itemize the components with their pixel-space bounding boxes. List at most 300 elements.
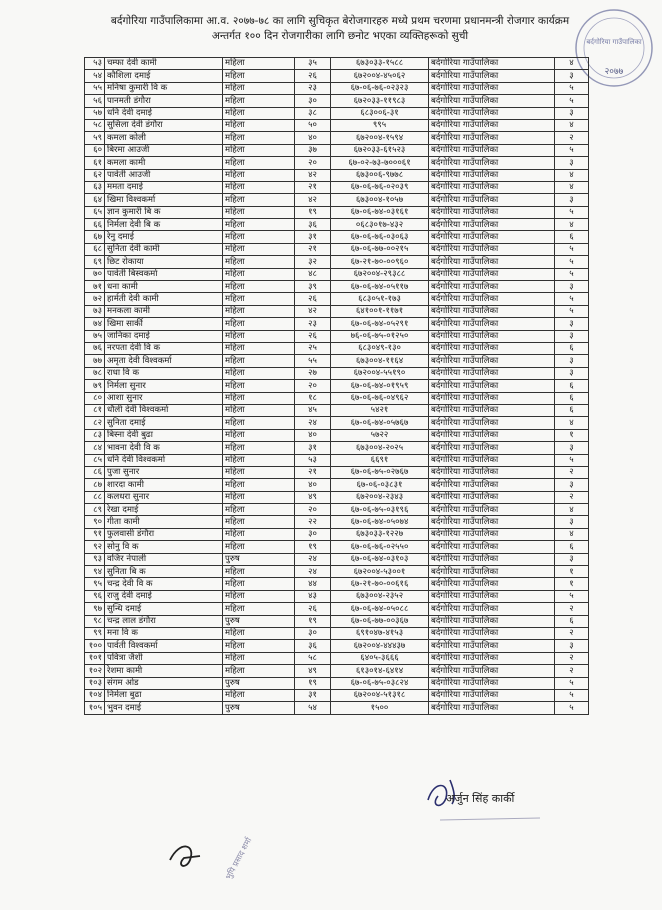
cell-address: बर्दगोरिया गाउँपालिका [429,615,555,627]
cell-id: ६९१०४७-४१५३ [331,627,429,639]
cell-name: सुनिता बि क [105,566,223,578]
cell-sn: ६८ [85,243,105,255]
cell-gender: महिला [223,119,295,131]
cell-address: बर्दगोरिया गाउँपालिका [429,181,555,193]
cell-age: २७ [295,367,331,379]
cell-id: ६७-०६-७४-०३१६१ [331,206,429,218]
cell-gender: महिला [223,541,295,553]
table-row [85,603,589,615]
cell-name: सुन्धि दमाई [105,603,223,615]
cell-age: ३१ [295,689,331,701]
cell-sn: ९६ [85,590,105,602]
cell-address: बर्दगोरिया गाउँपालिका [429,504,555,516]
cell-sn: ६९ [85,256,105,268]
cell-ward: ५ [555,268,589,280]
cell-gender: महिला [223,491,295,503]
cell-address: बर्दगोरिया गाउँपालिका [429,665,555,677]
cell-id: ०६८३०१७-४३२ [331,219,429,231]
cell-sn: ९७ [85,603,105,615]
cell-ward: ५ [555,206,589,218]
cell-id: ६७-०६-७४-०५०८८ [331,603,429,615]
cell-gender: महिला [223,293,295,305]
cell-id: ६७२००४-५५१९० [331,367,429,379]
cell-address: बर्दगोरिया गाउँपालिका [429,206,555,218]
cell-sn: ६४ [85,194,105,206]
cell-id: ६७-०६-७४-०१९५९ [331,380,429,392]
cell-address: बर्दगोरिया गाउँपालिका [429,590,555,602]
cell-gender: महिला [223,640,295,652]
cell-gender: पुरुष [223,615,295,627]
cell-address: बर्दगोरिया गाउँपालिका [429,677,555,689]
cell-age: ३० [295,95,331,107]
cell-id: ६७३०३३-१२२७ [331,528,429,540]
cell-gender: महिला [223,578,295,590]
cell-age: ५४ [295,702,331,714]
cell-gender: महिला [223,590,295,602]
cell-age: २६ [295,293,331,305]
cell-age: १९ [295,615,331,627]
cell-id: ६७-०६-७५-०२७६७ [331,466,429,478]
cell-address: बर्दगोरिया गाउँपालिका [429,454,555,466]
cell-ward: २ [555,652,589,664]
cell-name: चन्द्र लाल डंगौरा [105,615,223,627]
cell-id: ६८३००६-३१ [331,107,429,119]
cell-name: मनिषा कुमारी वि क [105,82,223,94]
cell-id: ६७३००४-११६४ [331,355,429,367]
cell-address: बर्दगोरिया गाउँपालिका [429,578,555,590]
cell-ward: २ [555,603,589,615]
cell-sn: ९४ [85,566,105,578]
cell-ward: ४ [555,417,589,429]
cell-ward: ३ [555,479,589,491]
cell-sn: ७० [85,268,105,280]
cell-age: २४ [295,553,331,565]
cell-id: ६७३००४-२३५२ [331,590,429,602]
cell-ward: २ [555,665,589,677]
table-row [85,219,589,231]
cell-id: ६७२०३३-११९८३ [331,95,429,107]
cell-name: पुजा सुनार [105,466,223,478]
cell-age: २६ [295,330,331,342]
cell-sn: ६६ [85,219,105,231]
cell-name: चम्फा देवी कामी [105,58,223,70]
cell-sn: ५४ [85,70,105,82]
cell-age: ३० [295,627,331,639]
cell-gender: महिला [223,281,295,293]
cell-ward: ६ [555,342,589,354]
cell-gender: महिला [223,479,295,491]
cell-sn: ७४ [85,318,105,330]
cell-ward: ४ [555,504,589,516]
cell-address: बर्दगोरिया गाउँपालिका [429,553,555,565]
cell-age: ३५ [295,58,331,70]
cell-sn: ७८ [85,367,105,379]
cell-name: कौशिला दमाई [105,70,223,82]
cell-gender: महिला [223,82,295,94]
cell-ward: ३ [555,318,589,330]
cell-sn: ७९ [85,380,105,392]
cell-ward: ३ [555,194,589,206]
cell-sn: ८४ [85,442,105,454]
cell-age: २० [295,504,331,516]
cell-id: ६७२००४-१५९४ [331,132,429,144]
cell-age: २० [295,380,331,392]
cell-ward: ३ [555,553,589,565]
cell-gender: महिला [223,206,295,218]
table-row [85,342,589,354]
cell-gender: महिला [223,566,295,578]
cell-sn: ९९ [85,627,105,639]
cell-name: सुनिता देवी कामी [105,243,223,255]
cell-name: खिमा विश्वकर्मा [105,194,223,206]
cell-sn: १०५ [85,702,105,714]
cell-id: ६७-०६-७६-०४९६२ [331,392,429,404]
cell-id: ६८३०५१-१७३ [331,293,429,305]
cell-age: ३६ [295,640,331,652]
cell-id: ६७-२१-७०-००९६० [331,256,429,268]
cell-ward: ३ [555,516,589,528]
table-row [85,181,589,193]
cell-address: बर्दगोरिया गाउँपालिका [429,479,555,491]
signatory-name: अर्जुन सिंह कार्की [446,792,515,805]
cell-id: ५४२१ [331,404,429,416]
cell-name: पार्वती आउजी [105,169,223,181]
cell-id: ६७२००४-२९३८८ [331,268,429,280]
cell-address: बर्दगोरिया गाउँपालिका [429,119,555,131]
header-title-line-1: बर्दगोरिया गाउँपालिकामा आ.व. २०७७-७८ का लागि सुचिकृत बेरोजगारहरु मध्ये प्रथम चरणमा प्रधानमन्त्री रोजगार कार्यक्रम [110,15,570,27]
cell-sn: ८३ [85,429,105,441]
cell-address: बर्दगोरिया गाउँपालिका [429,243,555,255]
table-row [85,281,589,293]
cell-age: २१ [295,181,331,193]
cell-address: बर्दगोरिया गाउँपालिका [429,144,555,156]
cell-age: २१ [295,466,331,478]
cell-address: बर्दगोरिया गाउँपालिका [429,318,555,330]
cell-name: वजिर नेपाली [105,553,223,565]
cell-name: भुवन दमाई [105,702,223,714]
cell-name: निर्मला बुढा [105,689,223,701]
cell-sn: ५८ [85,119,105,131]
cell-age: ३६ [295,219,331,231]
cell-id: ६८३०४९-१३० [331,342,429,354]
cell-id: ६७-०२-७३-७०००६१ [331,157,429,169]
cell-address: बर्दगोरिया गाउँपालिका [429,58,555,70]
header-title-line-2: अन्तर्गत १०० दिन रोजगारीका लागि छनोट भएका व्यक्तिहरूको सुची [211,30,469,42]
table-row [85,380,589,392]
cell-gender: महिला [223,417,295,429]
cell-id: ६७-०६-७६-०३०६३ [331,231,429,243]
cell-address: बर्दगोरिया गाउँपालिका [429,627,555,639]
cell-address: बर्दगोरिया गाउँपालिका [429,491,555,503]
table-row [85,157,589,169]
cell-address: बर्दगोरिया गाउँपालिका [429,342,555,354]
cell-name: अमृता देवी विश्वकर्मा [105,355,223,367]
cell-address: बर्दगोरिया गाउँपालिका [429,231,555,243]
cell-sn: ५६ [85,95,105,107]
table-row [85,243,589,255]
cell-age: ४४ [295,578,331,590]
cell-id: ६७३०३३-१५८८ [331,58,429,70]
cell-sn: ९८ [85,615,105,627]
cell-name: मनकला कामी [105,305,223,317]
cell-address: बर्दगोरिया गाउँपालिका [429,404,555,416]
cell-sn: ६० [85,144,105,156]
cell-address: बर्दगोरिया गाउँपालिका [429,194,555,206]
cell-gender: महिला [223,132,295,144]
cell-id: ६७२००४-५१३१८ [331,689,429,701]
cell-address: बर्दगोरिया गाउँपालिका [429,566,555,578]
cell-sn: ६३ [85,181,105,193]
cell-name: नरपता देवी वि क [105,342,223,354]
cell-age: २४ [295,566,331,578]
cell-age: २३ [295,318,331,330]
cell-name: सुनिता दमाई [105,417,223,429]
table-row [85,355,589,367]
cell-address: बर्दगोरिया गाउँपालिका [429,528,555,540]
cell-id: ६६९१ [331,454,429,466]
cell-sn: ५३ [85,58,105,70]
cell-sn: ६५ [85,206,105,218]
cell-sn: ८९ [85,504,105,516]
cell-gender: पुरुष [223,553,295,565]
cell-gender: महिला [223,330,295,342]
cell-id: ६७-०६-७४-०५२९१ [331,318,429,330]
cell-name: जानिका दमाई [105,330,223,342]
cell-id: ६७-०६-७४-०५०७४ [331,516,429,528]
cell-age: २० [295,157,331,169]
cell-address: बर्दगोरिया गाउँपालिका [429,541,555,553]
table-row [85,702,589,714]
cell-age: ५८ [295,652,331,664]
cell-name: छिट रोकाया [105,256,223,268]
cell-age: २६ [295,603,331,615]
table-row [85,652,589,664]
cell-name: मना वि क [105,627,223,639]
cell-gender: महिला [223,504,295,516]
cell-ward: ४ [555,58,589,70]
table-row [85,58,589,70]
cell-sn: ८६ [85,466,105,478]
cell-gender: महिला [223,144,295,156]
cell-ward: ३ [555,107,589,119]
cell-id: ६७-०६-७७-००३६७ [331,615,429,627]
cell-name: रेशमा कामी [105,665,223,677]
cell-name: आशा सुनार [105,392,223,404]
cell-gender: महिला [223,442,295,454]
cell-address: बर्दगोरिया गाउँपालिका [429,380,555,392]
table-row [85,677,589,689]
cell-ward: ५ [555,293,589,305]
cell-age: ४८ [295,268,331,280]
cell-sn: ९२ [85,541,105,553]
cell-sn: ९३ [85,553,105,565]
cell-address: बर्दगोरिया गाउँपालिका [429,95,555,107]
cell-gender: महिला [223,231,295,243]
table-row [85,479,589,491]
cell-address: बर्दगोरिया गाउँपालिका [429,82,555,94]
cell-age: २१ [295,243,331,255]
cell-ward: ६ [555,380,589,392]
cell-id: ६७३००६-९७७८ [331,169,429,181]
cell-name: गीता कामी [105,516,223,528]
cell-gender: महिला [223,318,295,330]
cell-ward: ३ [555,157,589,169]
table-row [85,268,589,280]
cell-sn: ७५ [85,330,105,342]
cell-ward: १ [555,566,589,578]
cell-gender: महिला [223,603,295,615]
cell-sn: ६१ [85,157,105,169]
cell-sn: ५५ [85,82,105,94]
cell-address: बर्दगोरिया गाउँपालिका [429,367,555,379]
cell-name: रेखा दमाई [105,504,223,516]
cell-gender: महिला [223,665,295,677]
cell-gender: महिला [223,454,295,466]
cell-id: ६७-०६-७४-०३१०३ [331,553,429,565]
cell-age: ३२ [295,256,331,268]
table-row [85,169,589,181]
cell-address: बर्दगोरिया गाउँपालिका [429,169,555,181]
cell-gender: महिला [223,528,295,540]
cell-ward: ३ [555,355,589,367]
cell-ward: ५ [555,82,589,94]
cell-ward: ३ [555,70,589,82]
cell-name: कमला कामी [105,157,223,169]
cell-gender: महिला [223,95,295,107]
cell-ward: ५ [555,256,589,268]
cell-ward: ५ [555,95,589,107]
cell-sn: १०१ [85,652,105,664]
cell-gender: महिला [223,429,295,441]
cell-address: बर्दगोरिया गाउँपालिका [429,603,555,615]
table-row [85,392,589,404]
cell-id: ६७-०६-७४-०५७६७ [331,417,429,429]
cell-ward: ३ [555,442,589,454]
cell-gender: महिला [223,380,295,392]
cell-ward: ४ [555,528,589,540]
cell-age: ५५ [295,355,331,367]
cell-id: ६७-०६-७४-०५११७ [331,281,429,293]
cell-age: ४० [295,132,331,144]
cell-age: १९ [295,677,331,689]
cell-gender: महिला [223,392,295,404]
table-row [85,590,589,602]
table-row [85,417,589,429]
cell-name: निर्मला सुनार [105,380,223,392]
cell-address: बर्दगोरिया गाउँपालिका [429,132,555,144]
table-row [85,665,589,677]
cell-address: बर्दगोरिया गाउँपालिका [429,268,555,280]
cell-name: खिमा सार्की [105,318,223,330]
cell-ward: ५ [555,243,589,255]
cell-ward: ४ [555,169,589,181]
beneficiary-table [84,57,589,715]
cell-sn: ७२ [85,293,105,305]
seal-year: २०७७ [604,67,624,77]
table-row [85,442,589,454]
cell-ward: ५ [555,305,589,317]
cell-age: ४२ [295,169,331,181]
cell-id: ६७२००४-४५०६२ [331,70,429,82]
cell-id: ६७२००४-५३००१ [331,566,429,578]
cell-ward: ६ [555,615,589,627]
table-row [85,95,589,107]
cell-name: संगम ओड [105,677,223,689]
cell-gender: पुरुष [223,677,295,689]
cell-name: रेनु दमाई [105,231,223,243]
table-row [85,119,589,131]
cell-ward: ३ [555,281,589,293]
cell-address: बर्दगोरिया गाउँपालिका [429,702,555,714]
cell-age: ४९ [295,491,331,503]
cell-ward: ५ [555,144,589,156]
cell-ward: ४ [555,219,589,231]
cell-address: बर्दगोरिया गाउँपालिका [429,392,555,404]
table-row [85,144,589,156]
cell-name: निर्मला देवी बि क [105,219,223,231]
cell-ward: ४ [555,119,589,131]
cell-gender: महिला [223,268,295,280]
cell-address: बर्दगोरिया गाउँपालिका [429,157,555,169]
cell-name: पवित्रा जैशी [105,652,223,664]
table-row [85,318,589,330]
cell-name: बिस्ना देवी बुढा [105,429,223,441]
cell-id: ९९५ [331,119,429,131]
cell-age: ४२ [295,194,331,206]
cell-ward: ५ [555,590,589,602]
cell-age: २६ [295,70,331,82]
table-row [85,504,589,516]
cell-sn: ९५ [85,578,105,590]
cell-gender: महिला [223,157,295,169]
cell-sn: १०४ [85,689,105,701]
table-row [85,231,589,243]
table-row [85,615,589,627]
cell-ward: ३ [555,640,589,652]
cell-sn: १०३ [85,677,105,689]
cell-name: पानमती डंगौरा [105,95,223,107]
cell-age: ४० [295,479,331,491]
cell-name: धनि देवी दमाई [105,107,223,119]
cell-id: ६७-२१-७०-००६१६ [331,578,429,590]
cell-gender: महिला [223,256,295,268]
cell-name: राजु देवी दमाई [105,590,223,602]
cell-sn: ८० [85,392,105,404]
cell-id: ७६-०६-७५-०१२५० [331,330,429,342]
cell-ward: १ [555,429,589,441]
cell-ward: ६ [555,392,589,404]
cell-sn: ७१ [85,281,105,293]
cell-age: २२ [295,516,331,528]
cell-age: ४० [295,429,331,441]
cell-address: बर्दगोरिया गाउँपालिका [429,107,555,119]
cell-address: बर्दगोरिया गाउँपालिका [429,330,555,342]
cell-age: १८ [295,392,331,404]
cell-gender: महिला [223,627,295,639]
cell-gender: महिला [223,355,295,367]
cell-gender: महिला [223,516,295,528]
cell-address: बर्दगोरिया गाउँपालिका [429,219,555,231]
table-row [85,330,589,342]
table-row [85,627,589,639]
left-stamp-text: भुपि प्रसाद शर्मा [223,836,254,881]
cell-id: ६७-०६-०३८३१ [331,479,429,491]
cell-sn: ८२ [85,417,105,429]
cell-ward: ५ [555,454,589,466]
left-signature-stamp [160,820,310,890]
cell-sn: ५९ [85,132,105,144]
cell-age: ३८ [295,107,331,119]
